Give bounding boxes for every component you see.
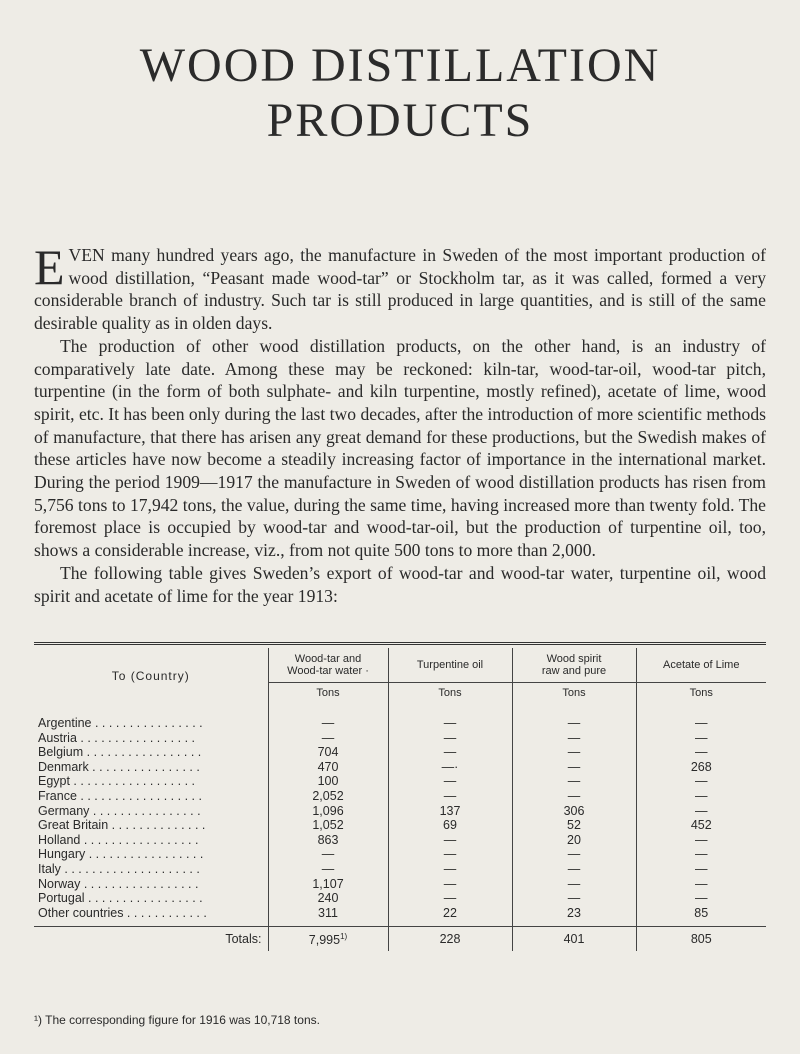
value-cell: — [268,731,388,746]
country-cell: Belgium . . . . . . . . . . . . . . . . . [38,745,202,760]
value-cell: — [512,745,636,760]
value-cell: 268 [636,760,766,775]
totals-row [34,927,766,952]
value-cell: — [636,847,766,862]
value-cell: — [512,760,636,775]
total-woodtar: 7,995$^{1)}$ [268,927,388,952]
table-row [34,804,766,819]
value-cell: — [512,731,636,746]
value-cell: — [388,731,512,746]
value-cell: — [512,789,636,804]
table-row [34,731,766,746]
unit-label: Tons [636,683,766,704]
table-row [34,745,766,760]
value-cell: — [388,891,512,906]
value-cell: 69 [388,818,512,833]
export-table [34,648,766,951]
value-cell: — [388,774,512,789]
table-top-rule [34,642,766,645]
table-body [34,703,766,927]
country-header: To (Country) [111,668,190,683]
table-row [34,847,766,862]
country-cell: Portugal . . . . . . . . . . . . . . . . . [38,891,203,906]
value-cell: — [268,862,388,877]
unit-label: Tons [268,683,388,704]
table-row [34,862,766,877]
paragraph-3: The following table gives Sweden’s export of wood-tar and wood-tar water, turpentine oil, wood spirit and acetate of lime for the year 1913: [34,562,766,606]
value-cell: — [636,731,766,746]
value-cell: — [388,833,512,848]
value-cell: — [268,703,388,731]
value-cell: — [636,862,766,877]
table-row [34,774,766,789]
value-cell: 23 [512,906,636,927]
country-cell: Egypt . . . . . . . . . . . . . . . . . . [38,774,195,789]
value-cell: 470 [268,760,388,775]
value-cell: 20 [512,833,636,848]
value-cell: — [636,833,766,848]
value-cell: — [512,862,636,877]
table-row [34,760,766,775]
value-cell: — [388,703,512,731]
total-wood-spirit: 401 [512,927,636,952]
value-cell: — [636,774,766,789]
col-header-wood-spirit: Wood spirit raw and pure [512,648,636,683]
value-cell: — [636,891,766,906]
col-header-turpentine: Turpentine oil [388,648,512,683]
value-cell: 1,052 [268,818,388,833]
paragraph-1 [34,239,766,335]
value-cell: — [512,891,636,906]
footnote: ¹) The corresponding figure for 1916 was 10,718 tons. [34,1013,320,1027]
total-acetate: 805 [636,927,766,952]
country-cell: Denmark . . . . . . . . . . . . . . . . [38,759,200,774]
value-cell: 85 [636,906,766,927]
value-cell: 1,107 [268,877,388,892]
article-body [34,239,766,607]
table-row [34,789,766,804]
value-cell: 452 [636,818,766,833]
value-cell: 704 [268,745,388,760]
table-row [34,833,766,848]
country-cell: France . . . . . . . . . . . . . . . . . . [38,788,202,803]
value-cell: — [512,703,636,731]
value-cell: — [512,774,636,789]
value-cell: — [388,847,512,862]
value-cell: — [512,847,636,862]
country-cell: Holland . . . . . . . . . . . . . . . . . [38,832,199,847]
value-cell: —· [388,760,512,775]
value-cell: 240 [268,891,388,906]
table-row [34,906,766,927]
value-cell: 137 [388,804,512,819]
value-cell: — [388,862,512,877]
country-cell: Other countries . . . . . . . . . . . . [38,905,207,920]
value-cell: 100 [268,774,388,789]
table-header-row [34,648,766,683]
country-cell: Germany . . . . . . . . . . . . . . . . [38,803,201,818]
value-cell: — [388,789,512,804]
col-header-acetate: Acetate of Lime [636,648,766,683]
value-cell: 1,096 [268,804,388,819]
country-cell: Norway . . . . . . . . . . . . . . . . . [38,876,199,891]
value-cell: 52 [512,818,636,833]
country-cell: Italy . . . . . . . . . . . . . . . . . . . . [38,861,200,876]
paragraph-1-text: VEN many hundred years ago, the manufacture in Sweden of the most important production of wood distillation, “Peasant made wood-tar” or Stockholm tar, as it was called, formed a very considerable branch of industry. Such tar is still produced in large quantities, and is still of the same desirable quality as in olden days. [34,245,766,334]
country-cell: Hungary . . . . . . . . . . . . . . . . . [38,847,204,862]
value-cell: 311 [268,906,388,927]
table-row [34,818,766,833]
value-cell: — [268,847,388,862]
value-cell: 863 [268,833,388,848]
value-cell: — [388,745,512,760]
page-title: WOOD DISTILLATION PRODUCTS [139,39,661,147]
value-cell: — [512,877,636,892]
country-cell: Great Britain . . . . . . . . . . . . . . [38,818,206,833]
table-row [34,703,766,731]
paragraph-2: The production of other wood distillation products, on the other hand, is an industry of comparatively late date. Among these may be reckoned: kiln-tar, wood-tar-oil, wood-tar pitch, turpentine (in the form of both sulphate- and kiln turpentine, mostly refined), acetate of lime, wood spirit, etc. It has been only during the last two decades, after the introduction of more scientific methods of manufacture, that there has arisen any great demand for these productions, but the Swedish makes of these articles have now become a steadily increasing factor of importance in the international market. During the period 1909—1917 the manufacture in Sweden of wood distillation products has risen from 5,756 tons to 17,942 tons, the value, during the same time, having increased more than twenty fold. The foremost place is occupied by wood-tar and wood-tar-oil, but the production of turpentine oil, too, shows a considerable increase, viz., from not quite 500 tons to more than 2,000. [34,335,766,561]
value-cell: — [388,877,512,892]
value-cell: — [636,745,766,760]
unit-label: Tons [512,683,636,704]
table-row [34,891,766,906]
unit-label: Tons [388,683,512,704]
value-cell: — [636,703,766,731]
value-cell: — [636,877,766,892]
country-cell: Austria . . . . . . . . . . . . . . . . . [38,730,195,745]
value-cell: 2,052 [268,789,388,804]
col-header-woodtar: Wood-tar and Wood-tar water · [268,648,388,683]
totals-label: Totals: [34,927,268,952]
total-turpentine: 228 [388,927,512,952]
value-cell: — [636,804,766,819]
value-cell: 306 [512,804,636,819]
drop-cap: E [34,239,65,295]
value-cell: — [636,789,766,804]
table-row [34,877,766,892]
country-cell: Argentine . . . . . . . . . . . . . . . . [38,716,203,730]
value-cell: 22 [388,906,512,927]
